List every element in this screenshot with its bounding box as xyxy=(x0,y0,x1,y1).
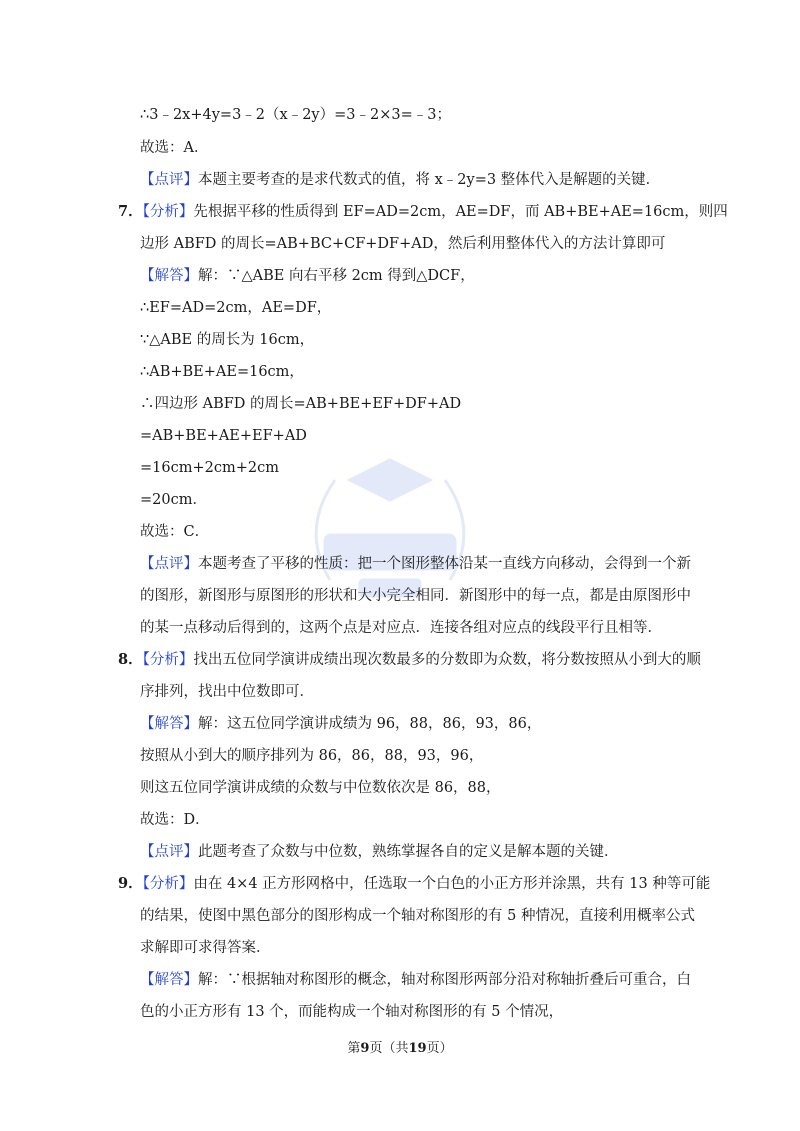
text-line: 故选：D． xyxy=(140,812,210,828)
text-line: 故选：A． xyxy=(140,140,209,156)
text-line: 边形 ABFD 的周长=AB+BC+CF+DF+AD，然后利用整体代入的方法计算即可 xyxy=(140,236,666,252)
text-line: ∴AB+BE+AE=16cm， xyxy=(140,364,304,380)
text-line: 按照从小到大的顺序排列为 86，86，88，93，96， xyxy=(140,748,484,764)
text-line: =16cm+2cm+2cm xyxy=(140,460,279,476)
text-line: 色的小正方形有 13 个，而能构成一个轴对称图形的有 5 个情况， xyxy=(140,1004,564,1020)
text-line: 求解即可求得答案． xyxy=(140,940,271,956)
answer-line xyxy=(140,714,541,734)
text-span: 解：这五位同学演讲成绩为 96，88，86，93，86， xyxy=(198,716,542,732)
text-span: 先根据平移的性质得到 EF=AD=2cm，AE=DF，而 AB+BE+AE=16cm，则四 xyxy=(193,204,728,220)
page-number: 9 xyxy=(360,1041,370,1056)
answer-line xyxy=(140,266,475,286)
analysis-tag: 【分析】 xyxy=(142,204,194,220)
text-line: ∴3﹣2x+4y=3﹣2（x﹣2y）=3﹣2×3=﹣3； xyxy=(140,107,451,123)
text-line: ∴EF=AD=2cm，AE=DF， xyxy=(140,300,332,316)
analysis-tag: 【分析】 xyxy=(142,876,194,892)
text-span: 由在 4×4 正方形网格中，任选取一个白色的小正方形并涂黑，共有 13 种等可能 xyxy=(193,876,711,892)
watermark-logo xyxy=(290,440,490,610)
text-line: 的某一点移动后得到的，这两个点是对应点．连接各组对应点的线段平行且相等． xyxy=(140,620,662,636)
answer-tag: 【解答】 xyxy=(140,972,198,988)
comment-line xyxy=(140,554,691,574)
answer-tag: 【解答】 xyxy=(140,268,198,284)
question-9-analysis xyxy=(118,874,710,894)
text-line: 的图形，新图形与原图形的形状和大小完全相同．新图形中的每一点，都是由原图形中 xyxy=(140,588,691,604)
question-8-analysis xyxy=(118,650,701,670)
answer-tag: 【解答】 xyxy=(140,716,198,732)
text-span: 找出五位同学演讲成绩出现次数最多的分数即为众数，将分数按照从小到大的顺 xyxy=(193,652,701,668)
comment-line xyxy=(140,842,619,862)
text-span: 解：∵△ABE 向右平移 2cm 得到△DCF， xyxy=(198,268,475,284)
analysis-tag: 【分析】 xyxy=(142,652,194,668)
footer-mid: 页（共 xyxy=(369,1041,409,1056)
question-number: 7． xyxy=(118,203,143,220)
text-line: =AB+BE+AE+EF+AD xyxy=(140,428,307,444)
comment-tag: 【点评】 xyxy=(140,844,198,860)
text-span: 此题考查了众数与中位数，熟练掌握各自的定义是解本题的关键． xyxy=(198,844,619,860)
comment-line xyxy=(140,170,660,190)
text-span: 本题主要考查的是求代数式的值，将 x﹣2y=3 整体代入是解题的关键． xyxy=(198,172,661,188)
text-line: =20cm． xyxy=(140,492,207,508)
comment-tag: 【点评】 xyxy=(140,172,198,188)
text-line: 则这五位同学演讲成绩的众数与中位数依次是 86，88， xyxy=(140,780,501,796)
comment-tag: 【点评】 xyxy=(140,556,198,572)
page-footer xyxy=(0,1037,800,1056)
text-line: ∵△ABE 的周长为 16cm， xyxy=(140,332,315,348)
text-span: 本题考查了平移的性质：把一个图形整体沿某一直线方向移动，会得到一个新 xyxy=(198,556,691,572)
question-number: 8． xyxy=(118,651,143,668)
question-number: 9． xyxy=(118,875,143,892)
text-line: 序排列，找出中位数即可． xyxy=(140,684,314,700)
text-line: ∴四边形 ABFD 的周长=AB+BE+EF+DF+AD xyxy=(140,396,462,412)
text-span: 解：∵根据轴对称图形的概念，轴对称图形两部分沿对称轴折叠后可重合，白 xyxy=(198,972,691,988)
footer-prefix: 第 xyxy=(347,1041,361,1056)
total-pages: 19 xyxy=(408,1041,427,1056)
footer-suffix: 页） xyxy=(426,1041,453,1056)
answer-line xyxy=(140,970,691,990)
text-line: 的结果，使图中黑色部分的图形构成一个轴对称图形的有 5 种情况，直接利用概率公式 xyxy=(140,908,695,924)
text-line: 故选：C． xyxy=(140,524,210,540)
question-7-analysis xyxy=(118,202,728,222)
